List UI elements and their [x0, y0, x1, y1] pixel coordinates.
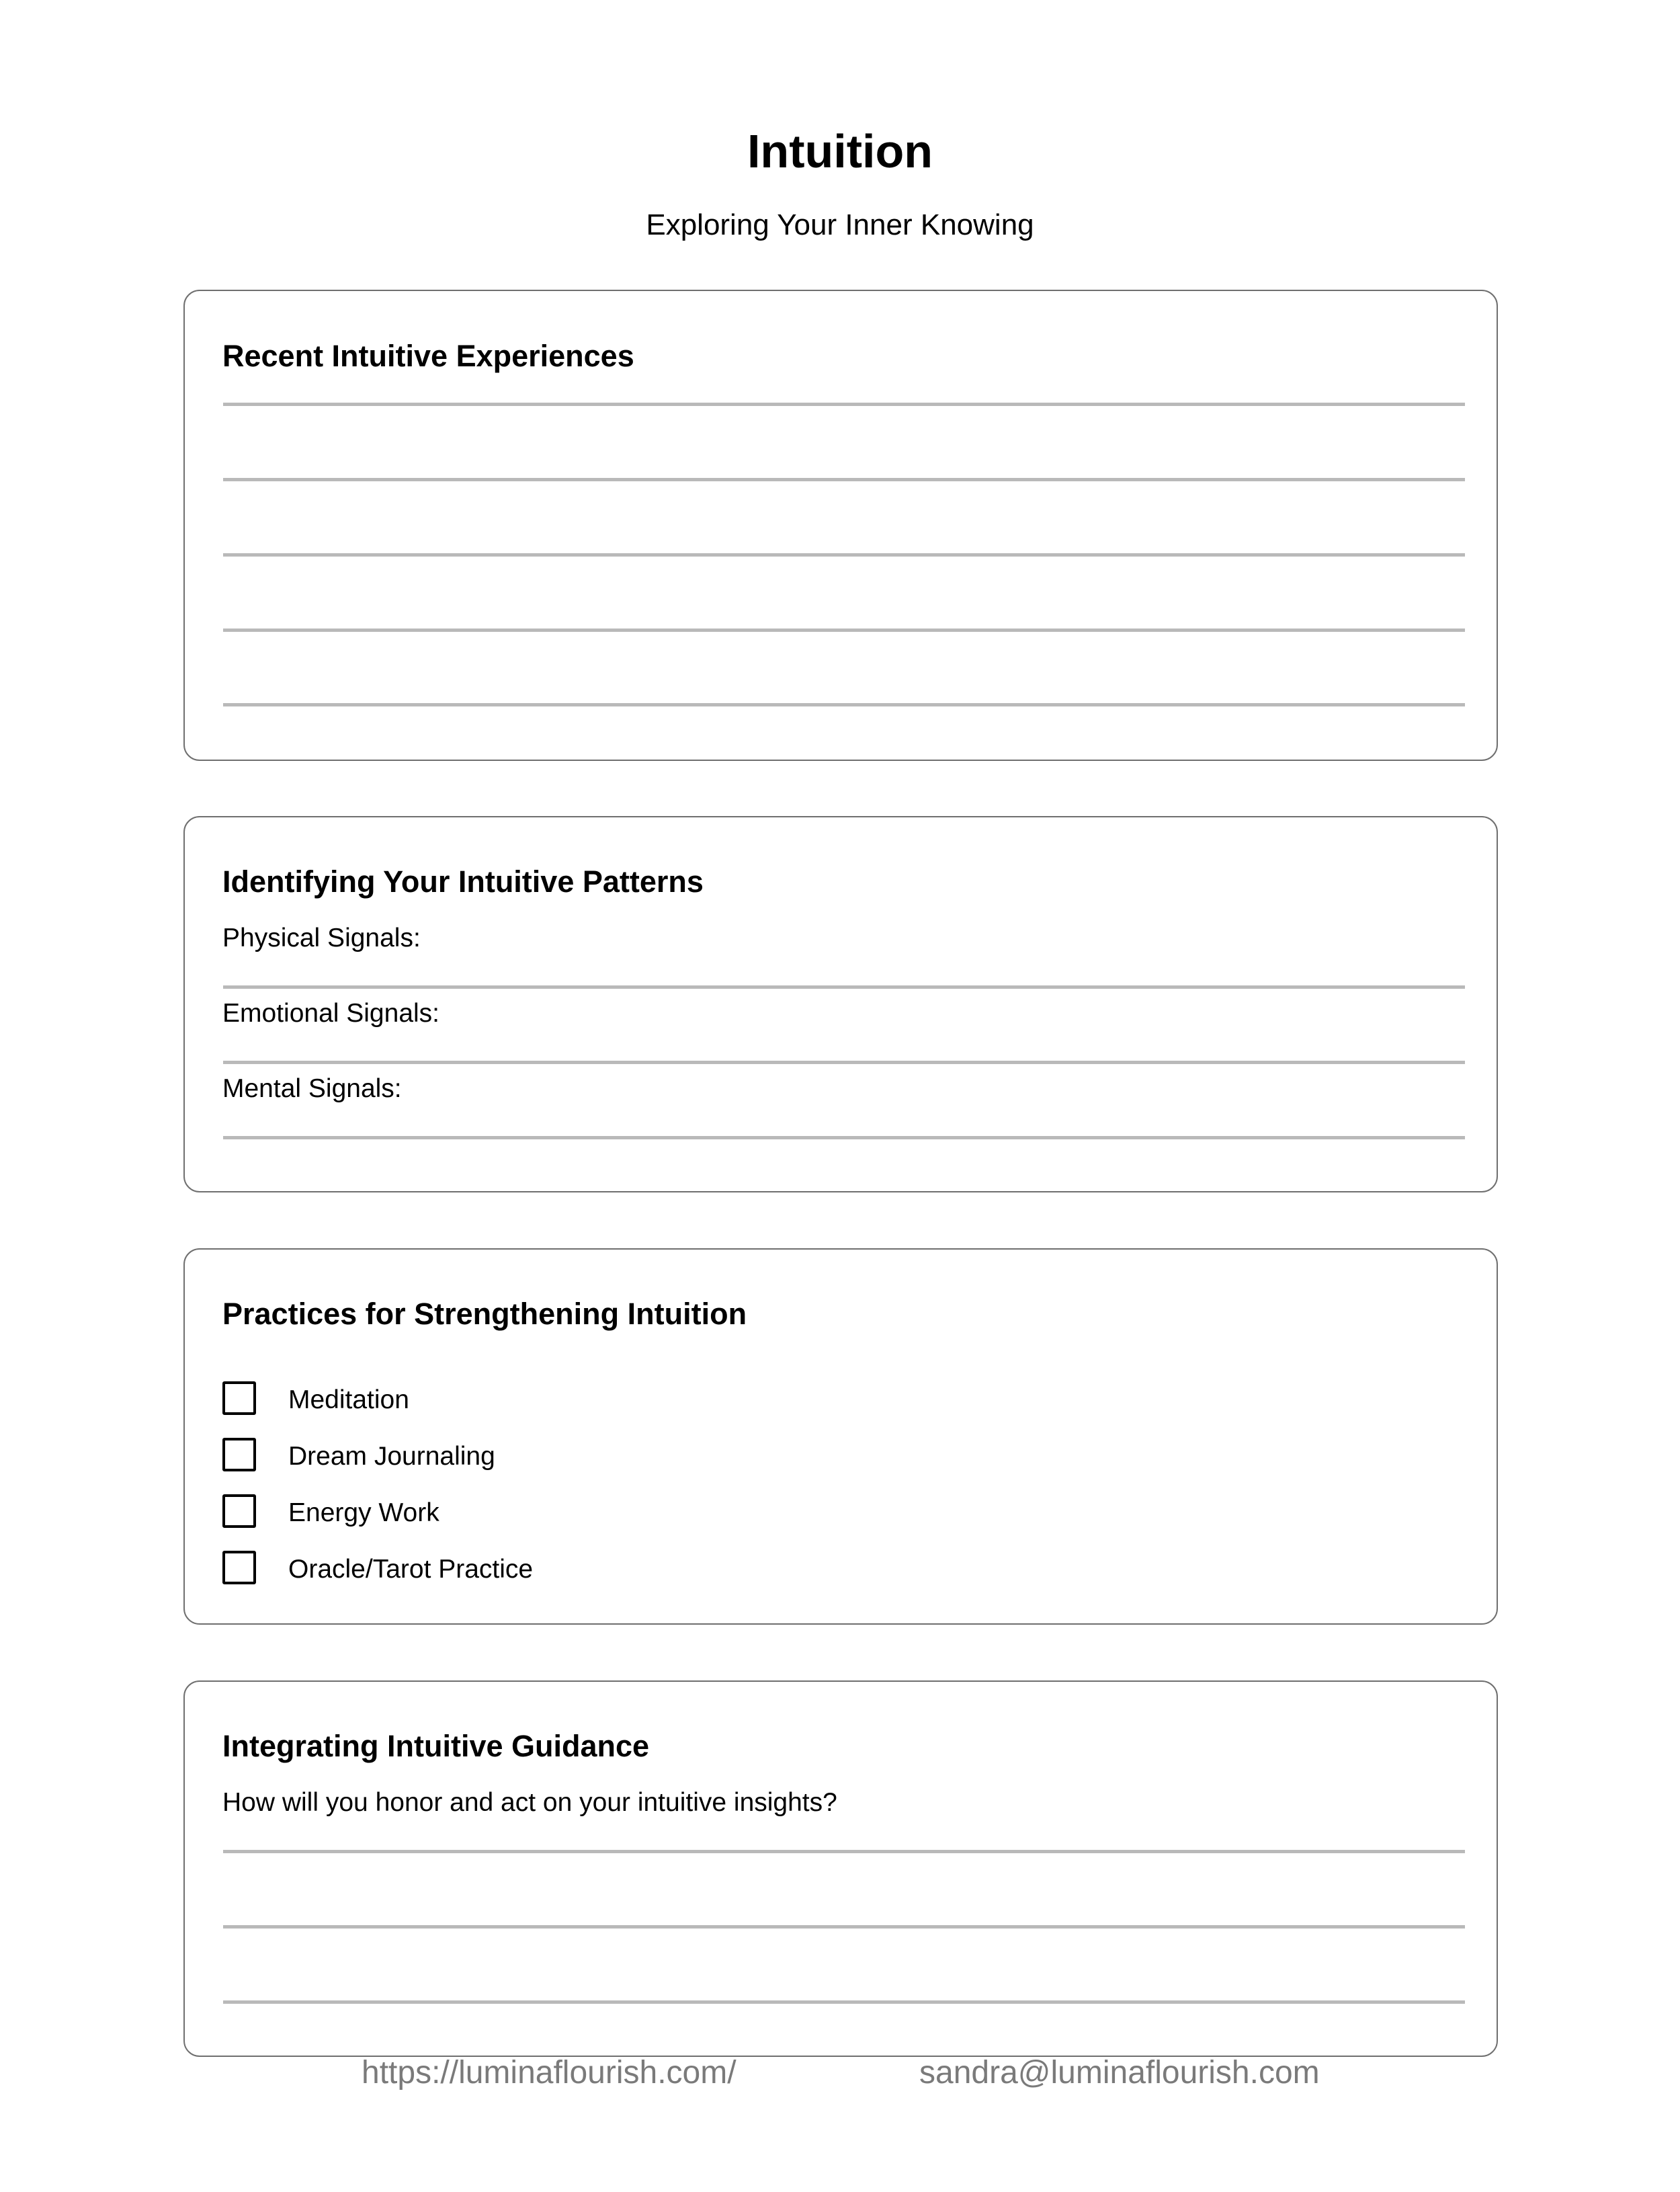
writing-line[interactable] [223, 553, 1465, 557]
writing-line[interactable] [223, 628, 1465, 632]
dream-journaling-checkbox[interactable] [222, 1438, 256, 1471]
writing-line[interactable] [223, 703, 1465, 706]
guidance-prompt: How will you honor and act on your intuitive insights? [222, 1788, 837, 1817]
writing-line[interactable] [223, 478, 1465, 481]
practices-section [183, 1248, 1498, 1625]
writing-line[interactable] [223, 2000, 1465, 2004]
emotional-signals-line[interactable] [223, 1061, 1465, 1064]
physical-signals-line[interactable] [223, 985, 1465, 989]
integrating-guidance-section [183, 1680, 1498, 2057]
mental-signals-line[interactable] [223, 1136, 1465, 1139]
writing-line[interactable] [223, 403, 1465, 406]
page-subtitle: Exploring Your Inner Knowing [646, 208, 1034, 241]
oracle-tarot-label: Oracle/Tarot Practice [288, 1555, 534, 1584]
page-title: Intuition [747, 125, 933, 177]
writing-line[interactable] [223, 1925, 1465, 1929]
energy-work-checkbox[interactable] [222, 1494, 256, 1528]
emotional-signals-label: Emotional Signals: [222, 999, 440, 1028]
oracle-tarot-checkbox[interactable] [222, 1551, 256, 1584]
energy-work-label: Energy Work [288, 1498, 439, 1527]
recent-experiences-section [183, 290, 1498, 761]
physical-signals-label: Physical Signals: [222, 924, 421, 952]
recent-experiences-heading: Recent Intuitive Experiences [222, 339, 634, 373]
mental-signals-label: Mental Signals: [222, 1074, 402, 1103]
footer-email[interactable]: sandra@luminaflourish.com [919, 2055, 1320, 2090]
practices-heading: Practices for Strengthening Intuition [222, 1297, 747, 1331]
integrating-guidance-heading: Integrating Intuitive Guidance [222, 1729, 650, 1763]
meditation-checkbox[interactable] [222, 1381, 256, 1415]
dream-journaling-label: Dream Journaling [288, 1442, 495, 1471]
writing-line[interactable] [223, 1850, 1465, 1853]
meditation-label: Meditation [288, 1385, 409, 1414]
intuitive-patterns-section [183, 816, 1498, 1192]
intuitive-patterns-heading: Identifying Your Intuitive Patterns [222, 864, 704, 899]
footer-website[interactable]: https://luminaflourish.com/ [362, 2055, 737, 2090]
